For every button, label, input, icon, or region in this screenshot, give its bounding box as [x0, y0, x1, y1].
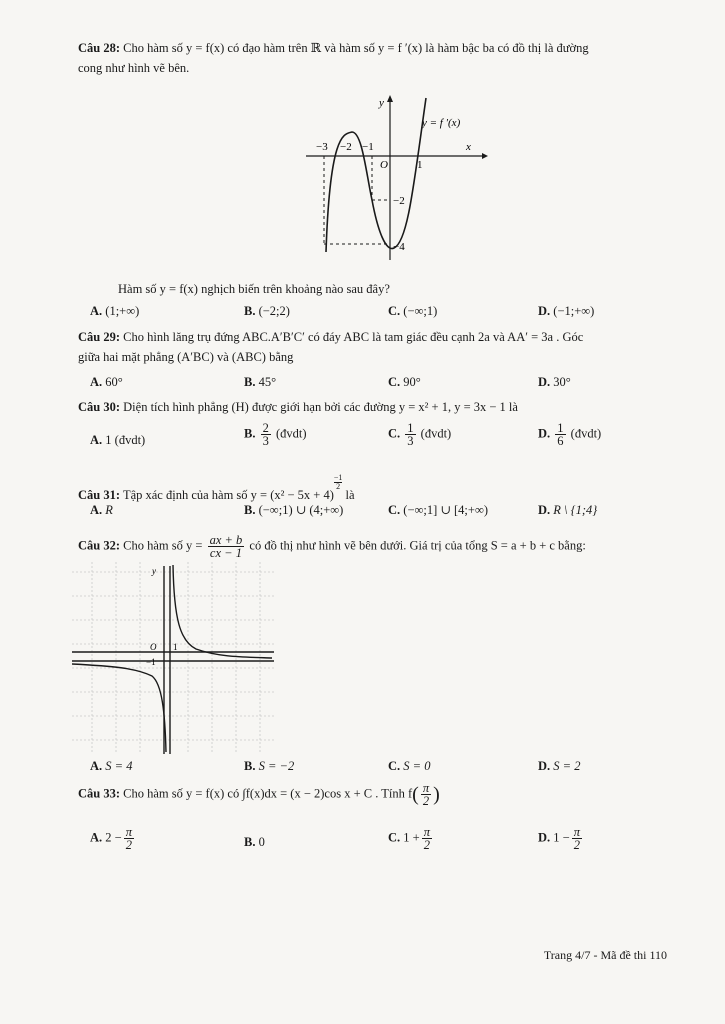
q32-option-b[interactable]: B. S = −2 [244, 759, 295, 773]
q28-line1 [78, 40, 589, 56]
q28-tick-y-m2: −2 [393, 195, 405, 207]
q28-text-1: Cho hàm số y = f(x) có đạo hàm trên ℝ và hàm số y = f ′(x) là hàm bậc ba có đồ thị là đường [123, 41, 589, 55]
q32-branch-left [72, 664, 166, 752]
q29-option-c[interactable]: C. 90° [388, 375, 421, 389]
q33-label: Câu 33: [78, 786, 121, 801]
q28-cubic-curve [326, 98, 426, 252]
q28-tick-x-m2: −2 [340, 141, 352, 153]
q32-y-label: y [152, 566, 156, 576]
q29-option-b[interactable]: B. 45° [244, 375, 277, 389]
q28-option-c[interactable]: C. (−∞;1) [388, 304, 438, 318]
q29-line1: Câu 29: Cho hình lăng trụ đứng ABC.A′B′C′ có đáy ABC là tam giác đều cạnh 2a và AA′ = 3a . Góc [78, 330, 584, 344]
q28-y-label: y [379, 97, 384, 109]
q31-line1: Câu 31: Tập xác định của hàm số y = (x² − 5x + 4) $^{\frac{-1}{2}}$ là [78, 473, 355, 502]
q28-label: Câu 28: [78, 41, 121, 55]
q32-option-a[interactable]: A. S = 4 [90, 759, 133, 773]
q28-option-d[interactable]: D. (−1;+∞) [538, 304, 595, 318]
q28-question: Hàm số y = f(x) nghịch biến trên khoảng nào sau đây? [118, 282, 390, 296]
q28-tick-x-m1: −1 [362, 141, 374, 153]
q28-tick-x-m3: −3 [316, 141, 328, 153]
q33-option-b[interactable]: B. 0 [244, 835, 265, 849]
q29-line2: giữa hai mặt phẳng (A′BC) và (ABC) bằng [78, 350, 294, 364]
q28-curve-label: y = f ′(x) [422, 117, 461, 129]
q32-origin-label: O [150, 642, 157, 652]
q33-option-d[interactable]: D. 1 − $\frac{\pi}{2}$ [538, 825, 580, 852]
q32-graph [72, 562, 274, 754]
q33-line1: Câu 33: Cho hàm số y = f(x) có ∫f(x)dx = (x − 2)cos x + C . Tính f( $\frac{\pi}{2}$ ) [78, 781, 440, 808]
q32-option-d[interactable]: D. S = 2 [538, 759, 581, 773]
q28-tick-y-m4: −4 [393, 241, 405, 253]
q33-option-a[interactable]: A. 2 − $\frac{\pi}{2}$ [90, 825, 132, 852]
q30-option-b[interactable]: B. $\frac{2}{3}$ (đvdt) [244, 421, 307, 448]
q31-option-b[interactable]: B. (−∞;1) ∪ (4;+∞) [244, 503, 344, 517]
q32-tick-m1: −1 [146, 657, 156, 667]
q30-label: Câu 30: [78, 400, 121, 414]
q32-line1: Câu 32: Cho hàm số y = $\frac{ax + b}{cx - 1}$ có đồ thị như hình vẽ bên dưới. Giá trị của tổng S = a + b + c bằng: [78, 533, 586, 560]
q32-label: Câu 32: [78, 538, 121, 553]
q28-tick-x-1: 1 [417, 159, 423, 171]
q29-option-a[interactable]: A. 60° [90, 375, 123, 389]
q31-option-d[interactable]: D. R \ {1;4} [538, 503, 598, 517]
q28-x-label: x [466, 141, 471, 153]
q28-option-a[interactable]: A. (1;+∞) [90, 304, 140, 318]
q32-option-c[interactable]: C. S = 0 [388, 759, 431, 773]
q30-option-d[interactable]: D. $\frac{1}{6}$ (đvdt) [538, 421, 602, 448]
q28-option-b[interactable]: B. (−2;2) [244, 304, 290, 318]
q31-label: Câu 31: [78, 488, 121, 502]
q32-tick-1: 1 [173, 642, 178, 652]
q29-option-d[interactable]: D. 30° [538, 375, 571, 389]
q33-option-c[interactable]: C. 1 + $\frac{\pi}{2}$ [388, 825, 430, 852]
q28-origin-label: O [380, 159, 388, 171]
q28-graph [300, 92, 490, 262]
q29-label: Câu 29: [78, 330, 121, 344]
q30-line1: Câu 30: Diện tích hình phẳng (H) được giới hạn bởi các đường y = x² + 1, y = 3x − 1 là [78, 400, 518, 414]
q28-line2: cong như hình vẽ bên. [78, 61, 190, 75]
q30-option-c[interactable]: C. $\frac{1}{3}$ (đvdt) [388, 421, 452, 448]
q31-option-a[interactable]: A. R [90, 503, 113, 517]
page-footer: Trang 4/7 - Mã đề thi 110 [543, 948, 667, 962]
q30-option-a[interactable]: A. 1 (đvdt) [90, 433, 146, 447]
q31-option-c[interactable]: C. (−∞;1] ∪ [4;+∞) [388, 503, 489, 517]
